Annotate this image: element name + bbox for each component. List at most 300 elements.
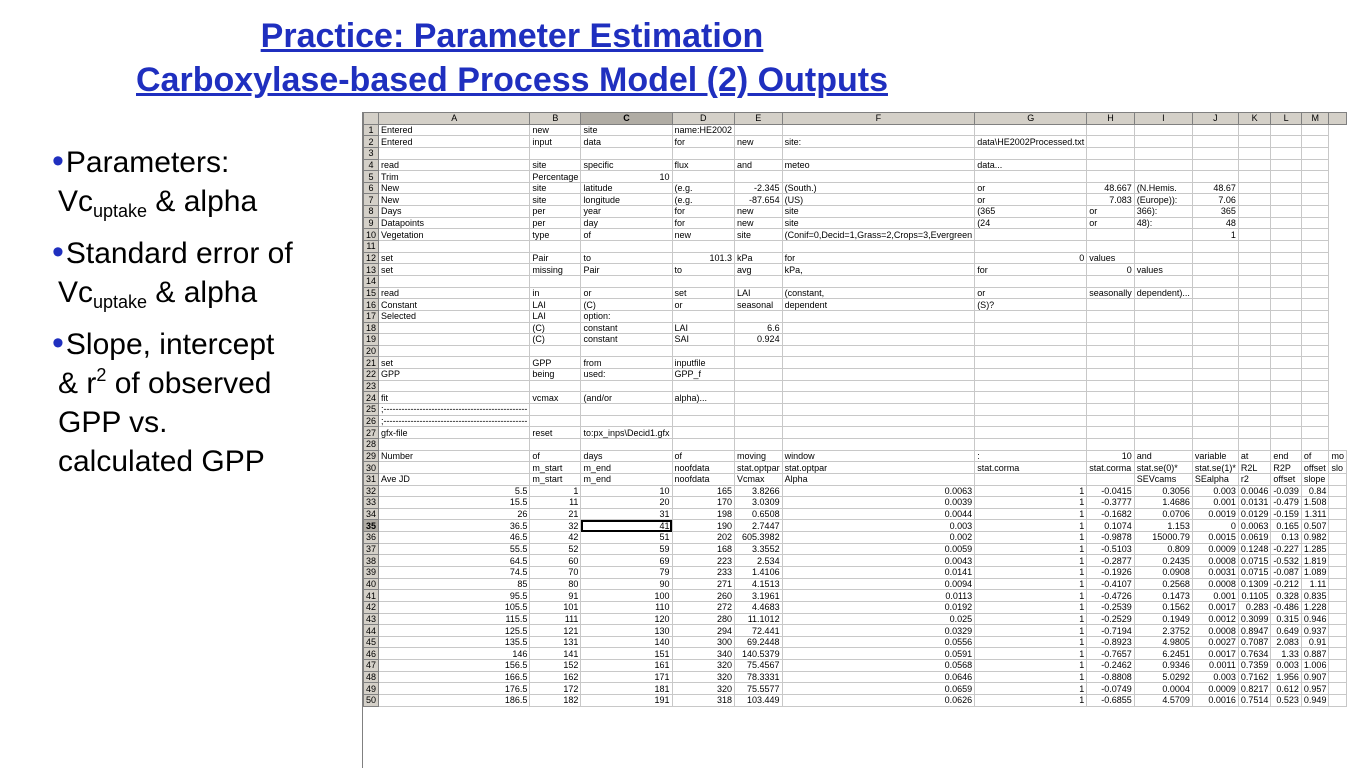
cell[interactable]: 0.1105: [1238, 590, 1271, 602]
cell[interactable]: 0.3056: [1134, 485, 1192, 497]
cell[interactable]: -0.3777: [1087, 497, 1135, 509]
row-header[interactable]: 2: [364, 136, 379, 148]
cell[interactable]: 271: [672, 578, 735, 590]
cell[interactable]: 0.0046: [1238, 485, 1271, 497]
cell[interactable]: 176.5: [379, 683, 530, 695]
cell[interactable]: [1301, 124, 1329, 136]
cell[interactable]: Percentage: [530, 171, 581, 183]
cell[interactable]: [1329, 520, 1347, 532]
cell[interactable]: 20: [581, 497, 672, 509]
cell[interactable]: 0.0017: [1192, 601, 1238, 613]
row-header[interactable]: 41: [364, 590, 379, 602]
cell[interactable]: 0.0039: [782, 497, 975, 509]
cell[interactable]: [975, 334, 1087, 346]
row-header[interactable]: 19: [364, 334, 379, 346]
cell[interactable]: 4.1513: [735, 578, 783, 590]
cell[interactable]: 0.2568: [1134, 578, 1192, 590]
cell[interactable]: [1271, 427, 1302, 439]
cell[interactable]: 0.1473: [1134, 590, 1192, 602]
cell[interactable]: per: [530, 217, 581, 229]
cell[interactable]: read: [379, 159, 530, 171]
cell[interactable]: for: [782, 252, 975, 264]
cell[interactable]: [1134, 147, 1192, 159]
cell[interactable]: [530, 380, 581, 392]
cell[interactable]: 0.0131: [1238, 497, 1271, 509]
row-header[interactable]: 36: [364, 532, 379, 544]
cell[interactable]: 11.1012: [735, 613, 783, 625]
cell[interactable]: [1087, 124, 1135, 136]
cell[interactable]: [1271, 217, 1302, 229]
cell[interactable]: 111: [530, 613, 581, 625]
cell[interactable]: 42: [530, 532, 581, 544]
row-header[interactable]: 22: [364, 369, 379, 381]
cell[interactable]: [1329, 555, 1347, 567]
cell[interactable]: [672, 275, 735, 287]
cell[interactable]: 95.5: [379, 590, 530, 602]
cell[interactable]: (C): [581, 299, 672, 311]
cell[interactable]: [975, 438, 1087, 450]
cell[interactable]: -0.486: [1271, 601, 1302, 613]
cell[interactable]: -0.6855: [1087, 695, 1135, 707]
cell[interactable]: 0.612: [1271, 683, 1302, 695]
cell[interactable]: [735, 404, 783, 416]
cell[interactable]: [1238, 299, 1271, 311]
cell[interactable]: [1301, 380, 1329, 392]
cell[interactable]: 1: [975, 671, 1087, 683]
cell[interactable]: -0.9878: [1087, 532, 1135, 544]
cell[interactable]: 32: [530, 520, 581, 532]
cell[interactable]: GPP_f: [672, 369, 735, 381]
cell[interactable]: 181: [581, 683, 672, 695]
column-header[interactable]: [1329, 113, 1347, 125]
cell[interactable]: [530, 415, 581, 427]
cell[interactable]: New: [379, 194, 530, 206]
cell[interactable]: 366):: [1134, 206, 1192, 218]
cell[interactable]: 0.003: [782, 520, 975, 532]
cell[interactable]: data...: [975, 159, 1087, 171]
cell[interactable]: [1087, 241, 1135, 253]
cell[interactable]: [1271, 229, 1302, 241]
cell[interactable]: [672, 147, 735, 159]
cell[interactable]: [1329, 473, 1347, 485]
cell[interactable]: [1192, 392, 1238, 404]
cell[interactable]: [1271, 171, 1302, 183]
cell[interactable]: [782, 357, 975, 369]
cell[interactable]: 85: [379, 578, 530, 590]
cell[interactable]: [1329, 497, 1347, 509]
cell[interactable]: values: [1134, 264, 1192, 276]
cell[interactable]: 3.3552: [735, 543, 783, 555]
row-header[interactable]: 25: [364, 404, 379, 416]
cell[interactable]: 152: [530, 660, 581, 672]
cell[interactable]: 0.0706: [1134, 508, 1192, 520]
cell[interactable]: 0.0591: [782, 648, 975, 660]
cell[interactable]: for: [672, 136, 735, 148]
cell[interactable]: [1271, 182, 1302, 194]
cell[interactable]: 51: [581, 532, 672, 544]
cell[interactable]: 146: [379, 648, 530, 660]
cell[interactable]: [1301, 206, 1329, 218]
row-header[interactable]: 12: [364, 252, 379, 264]
cell[interactable]: -0.2462: [1087, 660, 1135, 672]
cell[interactable]: moving: [735, 450, 783, 462]
cell[interactable]: new: [672, 229, 735, 241]
row-header[interactable]: 48: [364, 671, 379, 683]
cell[interactable]: [379, 438, 530, 450]
cell[interactable]: [1271, 287, 1302, 299]
cell[interactable]: [1271, 438, 1302, 450]
row-header[interactable]: 46: [364, 648, 379, 660]
cell[interactable]: [735, 380, 783, 392]
cell[interactable]: (e.g.: [672, 194, 735, 206]
cell[interactable]: 0.523: [1271, 695, 1302, 707]
cell[interactable]: 15000.79: [1134, 532, 1192, 544]
cell[interactable]: 101: [530, 601, 581, 613]
cell[interactable]: values: [1087, 252, 1135, 264]
cell[interactable]: 10: [581, 485, 672, 497]
cell[interactable]: data: [581, 136, 672, 148]
cell[interactable]: alpha)...: [672, 392, 735, 404]
cell[interactable]: [1134, 159, 1192, 171]
cell[interactable]: R2L: [1238, 462, 1271, 474]
cell[interactable]: [1301, 182, 1329, 194]
cell[interactable]: [581, 147, 672, 159]
cell[interactable]: [1087, 357, 1135, 369]
cell[interactable]: [975, 124, 1087, 136]
cell[interactable]: 182: [530, 695, 581, 707]
row-header[interactable]: 38: [364, 555, 379, 567]
cell[interactable]: 0.283: [1238, 601, 1271, 613]
cell[interactable]: 140: [581, 636, 672, 648]
cell[interactable]: [1134, 345, 1192, 357]
cell[interactable]: meteo: [782, 159, 975, 171]
cell[interactable]: [735, 171, 783, 183]
cell[interactable]: [735, 427, 783, 439]
cell[interactable]: [1329, 613, 1347, 625]
cell[interactable]: [1238, 241, 1271, 253]
cell[interactable]: Days: [379, 206, 530, 218]
cell[interactable]: Vegetation: [379, 229, 530, 241]
cell[interactable]: [782, 124, 975, 136]
cell[interactable]: 0.0043: [782, 555, 975, 567]
cell[interactable]: LAI: [672, 322, 735, 334]
cell[interactable]: [1134, 392, 1192, 404]
cell[interactable]: avg: [735, 264, 783, 276]
cell[interactable]: -0.4726: [1087, 590, 1135, 602]
cell[interactable]: [1301, 264, 1329, 276]
cell[interactable]: site: [782, 206, 975, 218]
row-header[interactable]: 4: [364, 159, 379, 171]
cell[interactable]: [735, 345, 783, 357]
cell[interactable]: stat.corma: [1087, 462, 1135, 474]
cell[interactable]: stat.se(0)*: [1134, 462, 1192, 474]
cell[interactable]: -0.8923: [1087, 636, 1135, 648]
cell[interactable]: name:HE2002: [672, 124, 735, 136]
cell[interactable]: of: [581, 229, 672, 241]
row-header[interactable]: 31: [364, 473, 379, 485]
cell[interactable]: 4.4683: [735, 601, 783, 613]
cell[interactable]: 0.7514: [1238, 695, 1271, 707]
cell[interactable]: [1192, 241, 1238, 253]
cell[interactable]: 0.0715: [1238, 566, 1271, 578]
cell[interactable]: 0.907: [1301, 671, 1329, 683]
cell[interactable]: 202: [672, 532, 735, 544]
cell[interactable]: 105.5: [379, 601, 530, 613]
cell[interactable]: 1: [975, 555, 1087, 567]
cell[interactable]: 0.7162: [1238, 671, 1271, 683]
cell[interactable]: [1271, 345, 1302, 357]
cell[interactable]: seasonal: [735, 299, 783, 311]
cell[interactable]: (Conif=0,Decid=1,Grass=2,Crops=3,Evergreen: [782, 229, 975, 241]
cell[interactable]: 69: [581, 555, 672, 567]
cell[interactable]: [1087, 310, 1135, 322]
cell[interactable]: [975, 241, 1087, 253]
cell[interactable]: 0.0556: [782, 636, 975, 648]
cell[interactable]: or: [975, 287, 1087, 299]
cell[interactable]: [1087, 159, 1135, 171]
cell[interactable]: 72.441: [735, 625, 783, 637]
cell[interactable]: [782, 241, 975, 253]
cell[interactable]: 0: [975, 252, 1087, 264]
cell[interactable]: 21: [530, 508, 581, 520]
row-header[interactable]: 9: [364, 217, 379, 229]
cell[interactable]: [1301, 415, 1329, 427]
cell[interactable]: [1238, 217, 1271, 229]
cell[interactable]: [1192, 275, 1238, 287]
cell[interactable]: 170: [672, 497, 735, 509]
cell[interactable]: 0.0715: [1238, 555, 1271, 567]
cell[interactable]: [1192, 136, 1238, 148]
cell[interactable]: 340: [672, 648, 735, 660]
cell[interactable]: 1: [975, 578, 1087, 590]
cell[interactable]: slo: [1329, 462, 1347, 474]
cell[interactable]: inputfile: [672, 357, 735, 369]
cell[interactable]: 0.8217: [1238, 683, 1271, 695]
cell[interactable]: [1301, 229, 1329, 241]
column-header[interactable]: G: [975, 113, 1087, 125]
cell[interactable]: [1271, 194, 1302, 206]
cell[interactable]: [1134, 404, 1192, 416]
cell[interactable]: stat.se(1)*: [1192, 462, 1238, 474]
cell[interactable]: 0.0329: [782, 625, 975, 637]
cell[interactable]: [1192, 310, 1238, 322]
row-header[interactable]: 33: [364, 497, 379, 509]
cell[interactable]: type: [530, 229, 581, 241]
cell[interactable]: [1238, 194, 1271, 206]
cell[interactable]: 233: [672, 566, 735, 578]
row-header[interactable]: 6: [364, 182, 379, 194]
cell[interactable]: new: [735, 136, 783, 148]
cell[interactable]: :: [975, 450, 1087, 462]
cell[interactable]: 7.083: [1087, 194, 1135, 206]
cell[interactable]: -0.0415: [1087, 485, 1135, 497]
cell[interactable]: 0.937: [1301, 625, 1329, 637]
cell[interactable]: 70: [530, 566, 581, 578]
cell[interactable]: [1192, 380, 1238, 392]
cell[interactable]: to:px_inps\Decid1.gfx: [581, 427, 672, 439]
cell[interactable]: m_start: [530, 473, 581, 485]
cell[interactable]: [1192, 171, 1238, 183]
cell[interactable]: 0.0059: [782, 543, 975, 555]
cell[interactable]: [1329, 648, 1347, 660]
cell[interactable]: Trim: [379, 171, 530, 183]
cell[interactable]: [530, 147, 581, 159]
cell[interactable]: [1238, 159, 1271, 171]
cell[interactable]: 0.809: [1134, 543, 1192, 555]
cell[interactable]: [782, 147, 975, 159]
cell[interactable]: [1238, 438, 1271, 450]
cell[interactable]: to: [672, 264, 735, 276]
cell[interactable]: 64.5: [379, 555, 530, 567]
cell[interactable]: and: [1134, 450, 1192, 462]
cell[interactable]: [1329, 532, 1347, 544]
cell[interactable]: 172: [530, 683, 581, 695]
cell[interactable]: [379, 275, 530, 287]
cell[interactable]: mo: [1329, 450, 1347, 462]
cell[interactable]: set: [672, 287, 735, 299]
cell[interactable]: [581, 438, 672, 450]
cell[interactable]: [975, 310, 1087, 322]
cell[interactable]: [672, 241, 735, 253]
cell[interactable]: [1087, 427, 1135, 439]
cell[interactable]: 0: [1087, 264, 1135, 276]
column-header[interactable]: K: [1238, 113, 1271, 125]
row-header[interactable]: 45: [364, 636, 379, 648]
cell[interactable]: [782, 380, 975, 392]
cell[interactable]: [581, 241, 672, 253]
cell[interactable]: [581, 380, 672, 392]
cell[interactable]: [1192, 415, 1238, 427]
cell[interactable]: [1134, 380, 1192, 392]
cell[interactable]: -0.5103: [1087, 543, 1135, 555]
cell[interactable]: 48):: [1134, 217, 1192, 229]
cell[interactable]: GPP: [530, 357, 581, 369]
cell[interactable]: m_start: [530, 462, 581, 474]
cell[interactable]: [581, 345, 672, 357]
cell[interactable]: [1087, 369, 1135, 381]
cell[interactable]: 0.887: [1301, 648, 1329, 660]
cell[interactable]: 1: [975, 566, 1087, 578]
cell[interactable]: [1238, 136, 1271, 148]
cell[interactable]: -87.654: [735, 194, 783, 206]
cell[interactable]: [379, 380, 530, 392]
cell[interactable]: -0.212: [1271, 578, 1302, 590]
cell[interactable]: [1271, 369, 1302, 381]
cell[interactable]: 1: [975, 508, 1087, 520]
row-header[interactable]: 39: [364, 566, 379, 578]
column-header[interactable]: B: [530, 113, 581, 125]
cell[interactable]: for: [672, 217, 735, 229]
cell[interactable]: [1134, 427, 1192, 439]
cell[interactable]: 0.0094: [782, 578, 975, 590]
cell[interactable]: 1: [975, 532, 1087, 544]
cell[interactable]: [782, 322, 975, 334]
cell[interactable]: [1329, 508, 1347, 520]
cell[interactable]: 320: [672, 671, 735, 683]
cell[interactable]: site: [530, 159, 581, 171]
cell[interactable]: [1301, 241, 1329, 253]
cell[interactable]: 0.002: [782, 532, 975, 544]
cell[interactable]: 0.0626: [782, 695, 975, 707]
cell[interactable]: -0.2539: [1087, 601, 1135, 613]
row-header[interactable]: 18: [364, 322, 379, 334]
cell[interactable]: 1.153: [1134, 520, 1192, 532]
row-header[interactable]: 26: [364, 415, 379, 427]
cell[interactable]: [1238, 206, 1271, 218]
row-header[interactable]: 28: [364, 438, 379, 450]
cell[interactable]: 2.534: [735, 555, 783, 567]
cell[interactable]: 165: [672, 485, 735, 497]
cell[interactable]: [1192, 357, 1238, 369]
cell[interactable]: 300: [672, 636, 735, 648]
cell[interactable]: 3.8266: [735, 485, 783, 497]
cell[interactable]: [975, 427, 1087, 439]
cell[interactable]: 80: [530, 578, 581, 590]
cell[interactable]: [1271, 322, 1302, 334]
select-all-corner[interactable]: [364, 113, 379, 125]
cell[interactable]: 320: [672, 683, 735, 695]
cell[interactable]: 0.0008: [1192, 555, 1238, 567]
cell[interactable]: new: [735, 206, 783, 218]
cell[interactable]: -0.4107: [1087, 578, 1135, 590]
cell[interactable]: -0.532: [1271, 555, 1302, 567]
cell[interactable]: [1238, 357, 1271, 369]
cell[interactable]: 103.449: [735, 695, 783, 707]
cell[interactable]: 0.1248: [1238, 543, 1271, 555]
cell[interactable]: (C): [530, 322, 581, 334]
cell[interactable]: -0.227: [1271, 543, 1302, 555]
cell[interactable]: 0.7634: [1238, 648, 1271, 660]
cell[interactable]: [1087, 275, 1135, 287]
row-header[interactable]: 29: [364, 450, 379, 462]
cell[interactable]: 6.2451: [1134, 648, 1192, 660]
cell[interactable]: [1134, 299, 1192, 311]
cell[interactable]: [782, 275, 975, 287]
row-header[interactable]: 50: [364, 695, 379, 707]
cell[interactable]: 5.5: [379, 485, 530, 497]
cell[interactable]: [1238, 124, 1271, 136]
cell[interactable]: [1087, 171, 1135, 183]
cell[interactable]: of: [1301, 450, 1329, 462]
cell[interactable]: [1329, 578, 1347, 590]
row-header[interactable]: 20: [364, 345, 379, 357]
cell[interactable]: 0.0908: [1134, 566, 1192, 578]
cell[interactable]: [975, 147, 1087, 159]
cell[interactable]: [1271, 147, 1302, 159]
cell[interactable]: 10: [581, 171, 672, 183]
cell[interactable]: [782, 345, 975, 357]
cell[interactable]: 1.508: [1301, 497, 1329, 509]
cell[interactable]: [672, 310, 735, 322]
cell[interactable]: [1134, 252, 1192, 264]
cell[interactable]: 0.0009: [1192, 543, 1238, 555]
cell[interactable]: 0.0011: [1192, 660, 1238, 672]
cell[interactable]: [1087, 345, 1135, 357]
cell[interactable]: [975, 392, 1087, 404]
cell[interactable]: per: [530, 206, 581, 218]
cell[interactable]: 0.0568: [782, 660, 975, 672]
cell[interactable]: set: [379, 264, 530, 276]
cell[interactable]: 365: [1192, 206, 1238, 218]
cell[interactable]: 191: [581, 695, 672, 707]
cell[interactable]: [1087, 438, 1135, 450]
cell[interactable]: 166.5: [379, 671, 530, 683]
cell[interactable]: 140.5379: [735, 648, 783, 660]
cell[interactable]: [1192, 345, 1238, 357]
cell[interactable]: [1087, 322, 1135, 334]
cell[interactable]: 198: [672, 508, 735, 520]
cell[interactable]: 1.11: [1301, 578, 1329, 590]
